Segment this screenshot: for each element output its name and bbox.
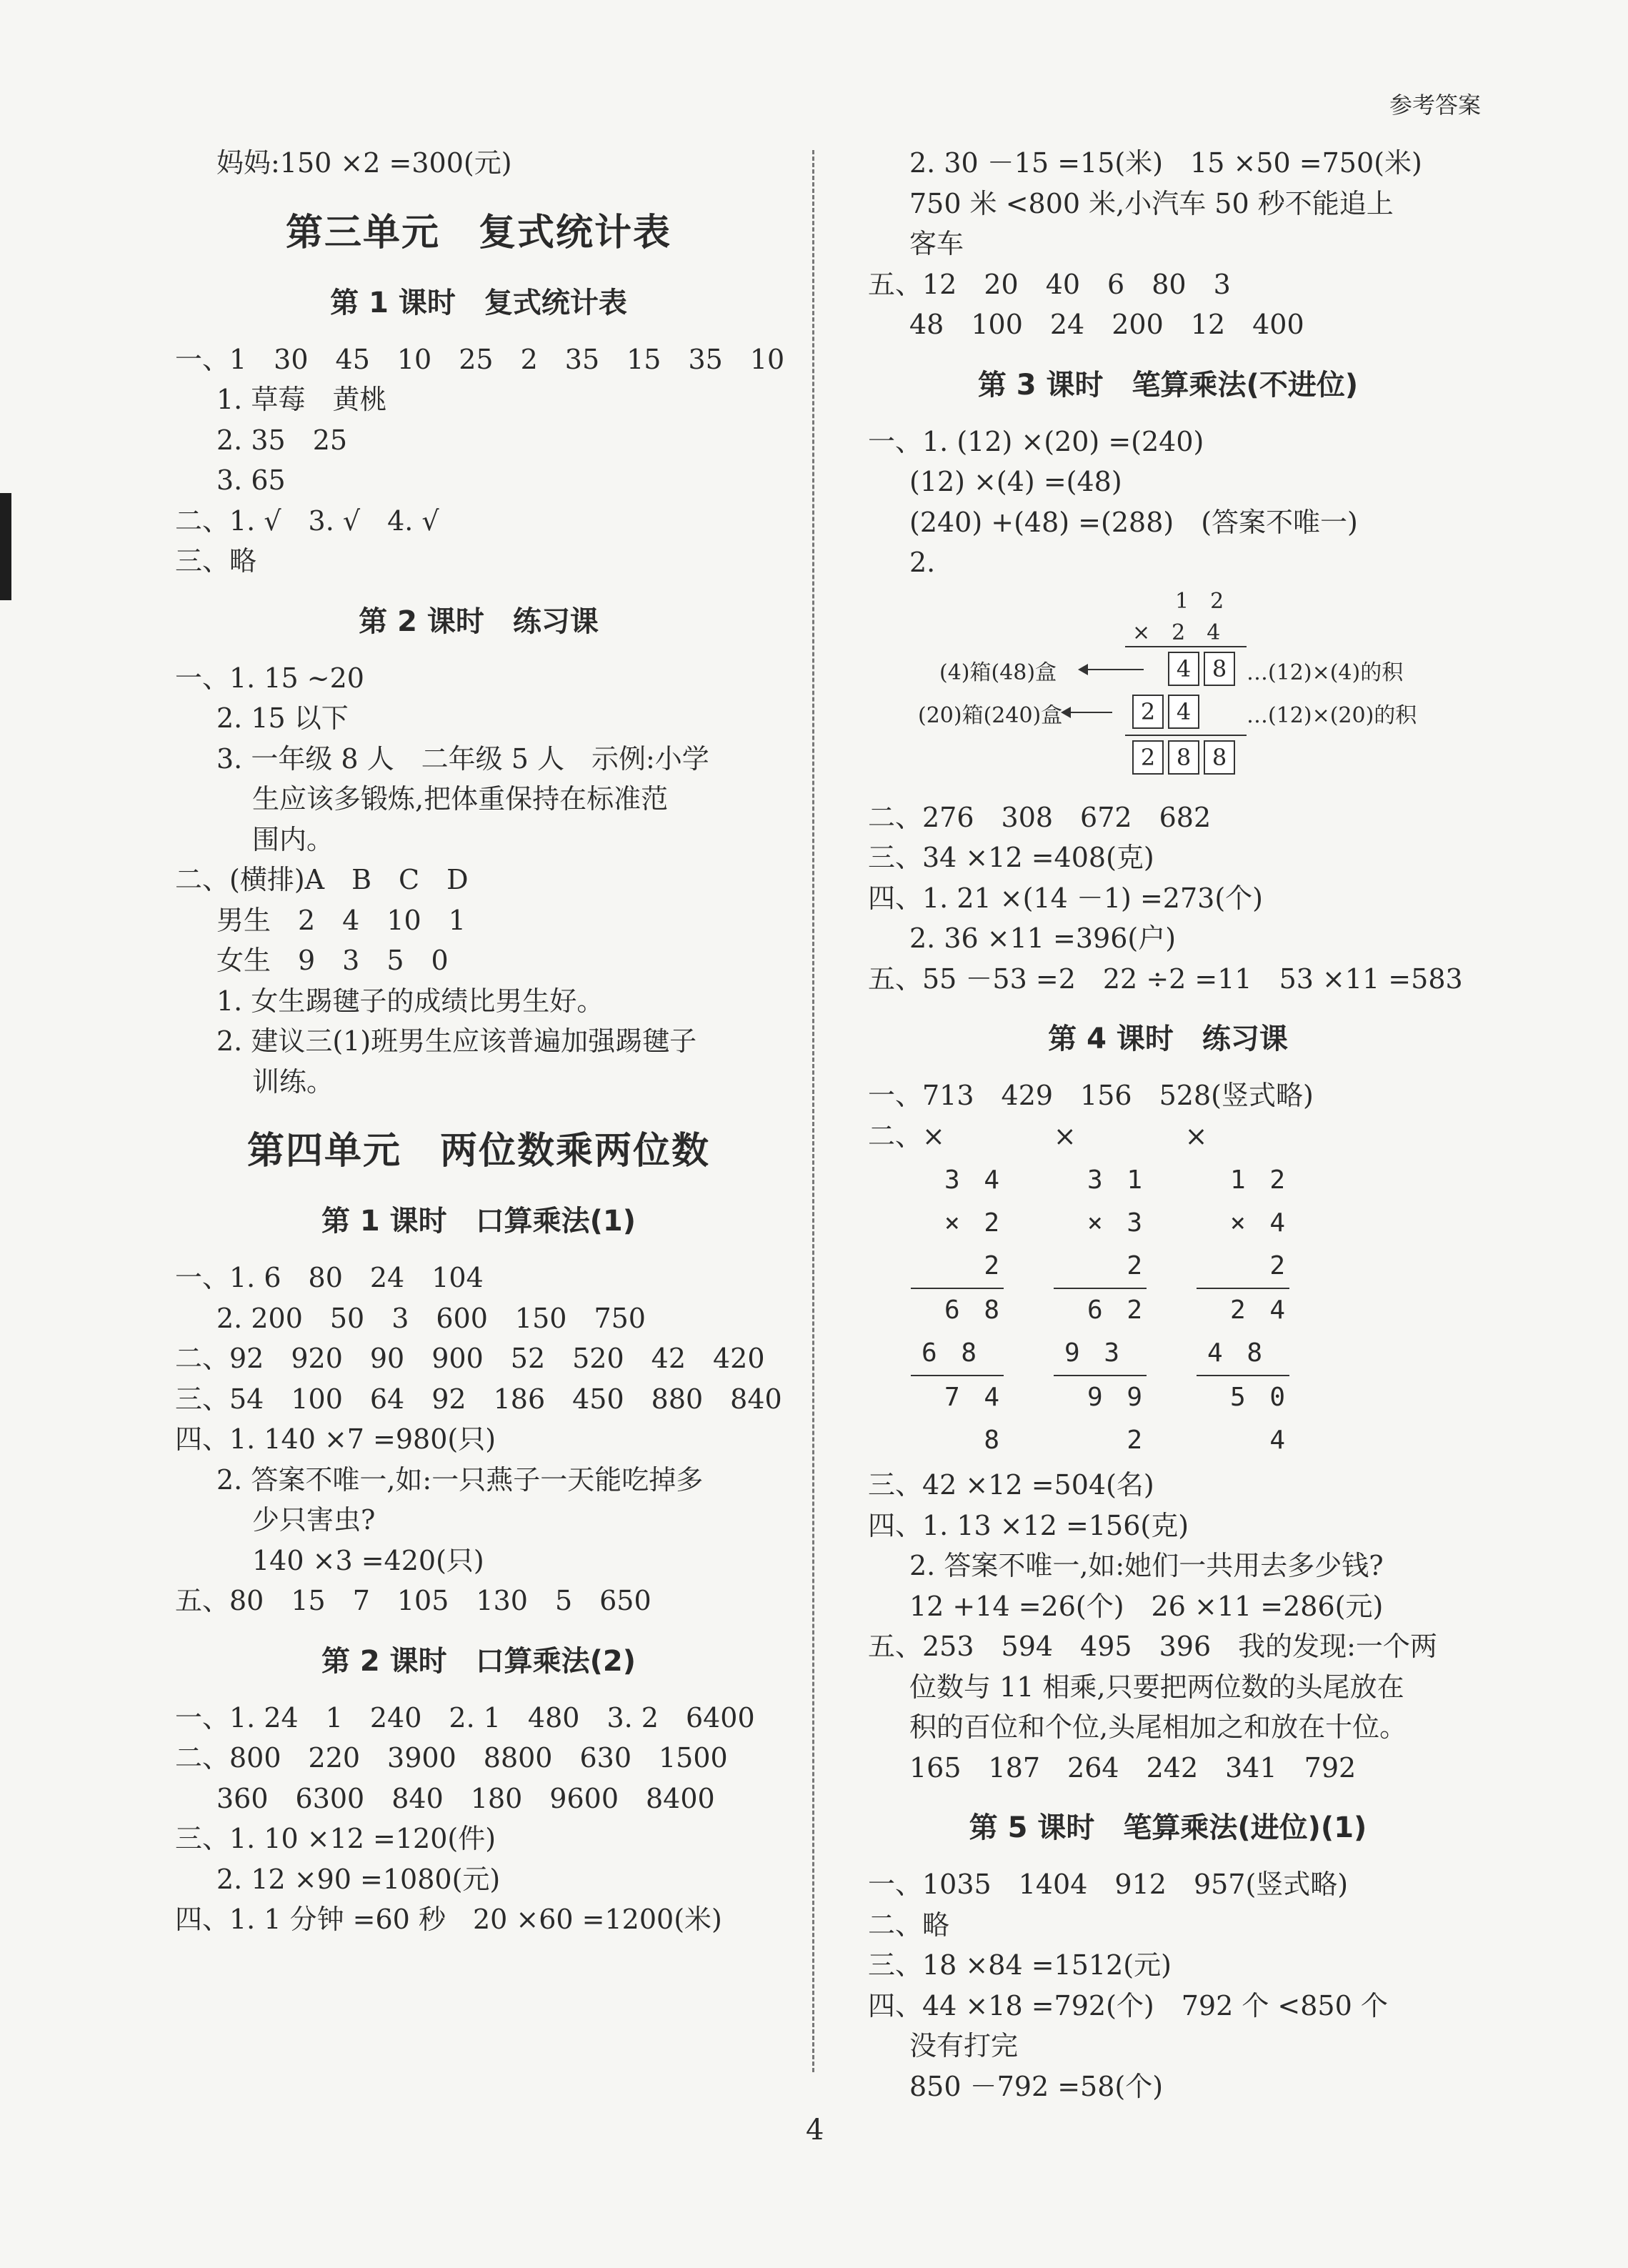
text-line: 12 +14 =26(个) 26 ×11 =286(元) — [909, 1590, 1384, 1622]
calc-line: × 3 2 — [1054, 1202, 1147, 1289]
text-line: 3. 65 — [216, 464, 286, 496]
text-line: 140 ×3 =420(只) — [252, 1544, 484, 1576]
text-line: 750 米 <800 米,小汽车 50 秒不能追上 — [909, 187, 1394, 219]
calc-line: 2 4 — [1229, 1295, 1289, 1325]
lesson-title: 第 5 课时 笔算乘法(进位)(1) — [969, 1811, 1367, 1844]
text-line: 二、92 920 90 900 52 520 42 420 — [175, 1343, 765, 1374]
digit-box: 2 — [1132, 740, 1164, 775]
diagram-factor-bottom: × 2 4 — [1132, 620, 1221, 645]
text-line: 360 6300 840 180 9600 8400 — [216, 1782, 715, 1814]
text-line: 四、1. 21 ×(14 －1) =273(个) — [868, 882, 1263, 914]
digit-box: 4 — [1168, 695, 1199, 729]
digit-box: 8 — [1204, 652, 1235, 686]
text-line: 二、略 — [868, 1909, 950, 1941]
text-line: 48 100 24 200 12 400 — [909, 309, 1304, 340]
text-line: 三、34 ×12 =408(克) — [868, 842, 1154, 873]
calc-line: 6 2 — [1087, 1295, 1147, 1325]
diagram-rule — [1125, 646, 1247, 647]
diagram-boxes-3 — [1132, 740, 1239, 775]
text-line: 1. 草莓 黄桃 — [216, 384, 387, 415]
vertical-calc-3 — [1197, 1159, 1289, 1462]
digit-box: 8 — [1168, 740, 1199, 775]
text-line: 三、54 100 64 92 186 450 880 840 — [175, 1383, 782, 1415]
page-number: 4 — [806, 2114, 824, 2147]
text-line: 二、1. √ 3. √ 4. √ — [175, 504, 439, 537]
text-line: 2. 建议三(1)班男生应该普遍加强踢毽子 — [216, 1025, 697, 1057]
digit-box: 2 — [1132, 695, 1164, 729]
calc-line: 7 4 8 — [944, 1383, 1004, 1455]
text-line: 一、1. (12) ×(20) =(240) — [868, 425, 1204, 457]
text-line: 一、713 429 156 528(竖式略) — [868, 1080, 1314, 1111]
calc-line: 9 3 — [1054, 1332, 1147, 1376]
column-divider — [812, 150, 814, 2072]
text-line: 五、12 20 40 6 80 3 — [868, 268, 1231, 300]
vertical-calc-2 — [1054, 1159, 1147, 1462]
text-line: 850 －792 =58(个) — [909, 2070, 1164, 2102]
text-line: 165 187 264 242 341 792 — [909, 1751, 1357, 1784]
text-line: 五、253 594 495 396 我的发现:一个两 — [868, 1631, 1437, 1662]
text-line: 客车 — [909, 228, 964, 259]
calc-line: 9 9 2 — [1087, 1383, 1147, 1455]
text-line: 少只害虫? — [252, 1504, 376, 1536]
text-line: 2. — [909, 547, 936, 578]
calc-line: 3 1 — [1087, 1165, 1147, 1195]
text-line: 2. 30 －15 =15(米) 15 ×50 =750(米) — [909, 147, 1422, 179]
text-line: 围内。 — [252, 823, 334, 855]
text-line: (240) +(48) =(288) (答案不唯一) — [909, 506, 1358, 538]
calc-line: 5 0 4 — [1229, 1383, 1289, 1455]
text-line: 五、55 －53 =2 22 ÷2 =11 53 ×11 =583 — [868, 963, 1463, 995]
calc-line: 6 8 — [944, 1295, 1004, 1325]
text-line: 没有打完 — [909, 2030, 1019, 2061]
left-column — [175, 143, 785, 1940]
text-line: 二、(横排)A B C D — [175, 864, 469, 895]
digit-box: 4 — [1168, 652, 1199, 686]
lesson-title: 第 4 课时 练习课 — [1048, 1023, 1288, 1055]
text-line: 2. 12 ×90 =1080(元) — [216, 1863, 501, 1895]
text-line: 2. 答案不唯一,如:一只燕子一天能吃掉多 — [216, 1463, 704, 1496]
lesson-title: 第 2 课时 口算乘法(2) — [321, 1644, 636, 1678]
lesson-title: 第 1 课时 复式统计表 — [330, 286, 627, 319]
vertical-calc-1 — [911, 1159, 1004, 1462]
text-line: 训练。 — [252, 1065, 334, 1098]
text-line: 一、1035 1404 912 957(竖式略) — [868, 1869, 1349, 1900]
text-line: 三、略 — [175, 545, 257, 577]
text-line: 一、1. 24 1 240 2. 1 480 3. 2 6400 — [175, 1701, 755, 1734]
arrow-icon — [1062, 712, 1112, 713]
right-column — [868, 143, 1468, 2107]
calc-line: 1 2 — [1229, 1165, 1289, 1195]
diagram-factor-top: 1 2 — [1175, 588, 1224, 614]
text-line: 1. 女生踢毽子的成绩比男生好。 — [216, 985, 604, 1017]
text-line: 积的百位和个位,头尾相加之和放在十位。 — [909, 1711, 1407, 1743]
text-line: (12) ×(4) =(48) — [909, 466, 1122, 497]
text-line: 生应该多锻炼,把体重保持在标准范 — [252, 783, 669, 815]
unit-title: 第四单元 两位数乘两位数 — [246, 1130, 710, 1173]
text-line: 一、1. 15 ~20 — [175, 662, 364, 694]
calc-line: 3 4 — [944, 1165, 1004, 1195]
diagram-rule — [1125, 735, 1247, 736]
diagram-boxes-2 — [1132, 695, 1204, 729]
text-line: 妈妈:150 ×2 =300(元) — [216, 147, 512, 179]
calc-line: × 2 2 — [911, 1202, 1004, 1289]
text-line: 女生 9 3 5 0 — [216, 945, 449, 976]
text-line: 四、1. 13 ×12 =156(克) — [868, 1509, 1189, 1541]
text-line: 四、1. 140 ×7 =980(只) — [175, 1423, 496, 1455]
text-line: 三、18 ×84 =1512(元) — [868, 1949, 1172, 1981]
text-line: 四、44 ×18 =792(个) 792 个 <850 个 — [868, 1989, 1388, 2021]
diagram-label-1: (4)箱(48)盒 — [939, 660, 1057, 685]
calc-line: 4 8 — [1197, 1332, 1289, 1376]
lesson-title: 第 1 课时 口算乘法(1) — [321, 1205, 636, 1238]
diagram-note-1: …(12)×(4)的积 — [1247, 660, 1404, 685]
lesson-title: 第 3 课时 笔算乘法(不进位) — [977, 368, 1359, 402]
unit-title: 第三单元 复式统计表 — [285, 211, 671, 254]
diagram-note-2: …(12)×(20)的积 — [1247, 702, 1417, 728]
text-line: 一、1 30 45 10 25 2 35 15 35 10 — [175, 343, 785, 375]
text-line: 二、276 308 672 682 — [868, 801, 1212, 833]
text-line: 二、800 220 3900 8800 630 1500 — [175, 1742, 728, 1774]
diagram-boxes-1 — [1168, 652, 1239, 686]
digit-box: 8 — [1204, 740, 1235, 775]
binding-mark — [0, 493, 11, 600]
text-line: 五、80 15 7 105 130 5 650 — [175, 1585, 651, 1616]
calc-line: 6 8 — [911, 1332, 1004, 1376]
multiplication-diagram — [868, 583, 1468, 797]
calc-line: × 4 2 — [1197, 1202, 1289, 1289]
text-line: 2. 35 25 — [216, 424, 348, 456]
diagram-label-2: (20)箱(240)盒 — [918, 702, 1063, 728]
arrow-icon — [1079, 669, 1144, 670]
text-line: 三、1. 10 ×12 =120(件) — [175, 1823, 496, 1854]
page-header: 参考答案 — [1389, 91, 1481, 119]
text-line: 三、42 ×12 =504(名) — [868, 1469, 1154, 1501]
lesson-title: 第 2 课时 练习课 — [359, 605, 599, 638]
text-line: 3. 一年级 8 人 二年级 5 人 示例:小学 — [216, 742, 709, 775]
vertical-calculations — [868, 1159, 1468, 1462]
text-line: 2. 200 50 3 600 150 750 — [216, 1302, 646, 1334]
text-line: 位数与 11 相乘,只要把两位数的头尾放在 — [909, 1671, 1404, 1703]
text-line: 二、× × × — [868, 1120, 1208, 1152]
text-line: 2. 答案不唯一,如:她们一共用去多少钱? — [909, 1550, 1384, 1581]
text-line: 一、1. 6 80 24 104 — [175, 1262, 484, 1293]
text-line: 四、1. 1 分钟 =60 秒 20 ×60 =1200(米) — [175, 1904, 722, 1935]
text-line: 2. 36 ×11 =396(户) — [909, 922, 1177, 954]
text-line: 男生 2 4 10 1 — [216, 904, 466, 936]
text-line: 2. 15 以下 — [216, 702, 349, 734]
